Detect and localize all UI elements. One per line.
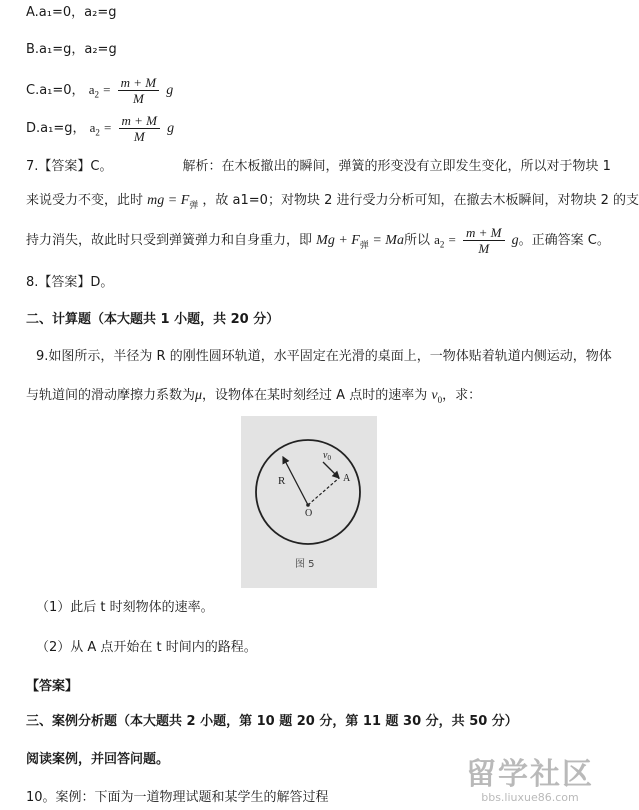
q9-text: ，求： — [442, 388, 482, 403]
option-c-prefix: C.a₁=0， — [26, 83, 85, 98]
watermark-main: 留学社区 — [466, 757, 594, 792]
q7-line-2 — [26, 192, 639, 214]
q9-answer: 【答案】 — [26, 679, 79, 694]
fraction: $\frac{m + M}{M}$ — [118, 75, 160, 106]
watermark-url: bbs.liuxue86.com — [481, 791, 579, 804]
equals-sign: = — [103, 82, 111, 97]
a2-symbol: $a_2$ — [89, 120, 100, 138]
label-r: R — [278, 475, 286, 487]
option-d-prefix: D.a₁=g， — [26, 121, 86, 136]
q7-line-3 — [26, 224, 610, 261]
section-2-heading: 二、计算题（本大题共 1 小题，共 20 分） — [26, 312, 280, 327]
option-b: B.a₁=g，a₂=g — [26, 42, 117, 57]
q9-subquestion-1: （1）此后 t 时刻物体的速率。 — [36, 600, 214, 615]
watermark — [466, 758, 594, 804]
g-symbol: g — [511, 233, 519, 248]
equals-sign: = — [448, 232, 456, 247]
q9-line-2 — [26, 387, 481, 409]
section-3-heading: 三、案例分析题（本大题共 2 小题，第 10 题 20 分，第 11 题 30 分，共 50 分） — [26, 714, 518, 729]
q7-analysis: 解析：在木板撤出的瞬间，弹簧的形变没有立即发生变化，所以对于物块 1 — [182, 159, 611, 174]
option-d — [26, 112, 174, 149]
q7-text: ，故 a1=0；对物块 2 进行受力分析可知，在撤去木板瞬间，对物块 2 的支 — [202, 193, 639, 208]
q8-answer: 8.【答案】D。 — [26, 275, 114, 290]
equals-sign: = — [104, 120, 112, 135]
q10-line: 10。案例：下面为一道物理试题和某学生的解答过程 — [26, 790, 329, 805]
option-a: A.a₁=0，a₂=g — [26, 5, 117, 20]
a2-symbol: $a_2$ — [434, 232, 445, 250]
q7-text: 。正确答案 C。 — [518, 233, 610, 248]
q7-text: 持力消失，故此时只受到弹簧弹力和自身重力，即 — [26, 233, 313, 248]
q9-text: 与轨道间的滑动摩擦力系数为 — [26, 388, 196, 403]
option-c — [26, 74, 173, 111]
v0-symbol: $v_0$ — [431, 388, 443, 405]
q7-line-1 — [26, 158, 611, 176]
q9-subquestion-2: （2）从 A 点开始在 t 时间内的路程。 — [36, 640, 257, 655]
label-v0: $v_0$ — [323, 450, 331, 462]
circle-diagram — [241, 416, 377, 588]
g-symbol: g — [167, 121, 175, 136]
q9-line-1: 9.如图所示，半径为 R 的刚性圆环轨道，水平固定在光滑的桌面上，一物体贴着轨道内侧运动，物体 — [36, 349, 612, 364]
formula-newton: $Mg + F_弹 = Ma$ — [316, 233, 404, 250]
g-symbol: g — [166, 83, 174, 98]
fraction: $\frac{m + M}{M}$ — [463, 225, 505, 256]
figure-caption: 图 5 — [295, 559, 315, 570]
fraction: $\frac{m + M}{M}$ — [119, 113, 161, 144]
q7-answer: 7.【答案】C。 — [26, 159, 113, 174]
read-prompt: 阅读案例，并回答问题。 — [26, 752, 170, 767]
q7-text: 所以 — [403, 233, 430, 248]
formula-mg-f: mg = $F_弹$ — [147, 193, 199, 210]
q7-text: 来说受力不变，此时 — [26, 193, 144, 208]
label-a: A — [343, 473, 351, 484]
label-o: O — [305, 508, 313, 519]
q9-text: ，设物体在某时刻经过 A 点时的速率为 — [202, 388, 428, 403]
figure-circular-track — [241, 416, 377, 588]
mu-symbol: μ — [195, 388, 203, 403]
a2-symbol: $a_2$ — [88, 82, 99, 100]
